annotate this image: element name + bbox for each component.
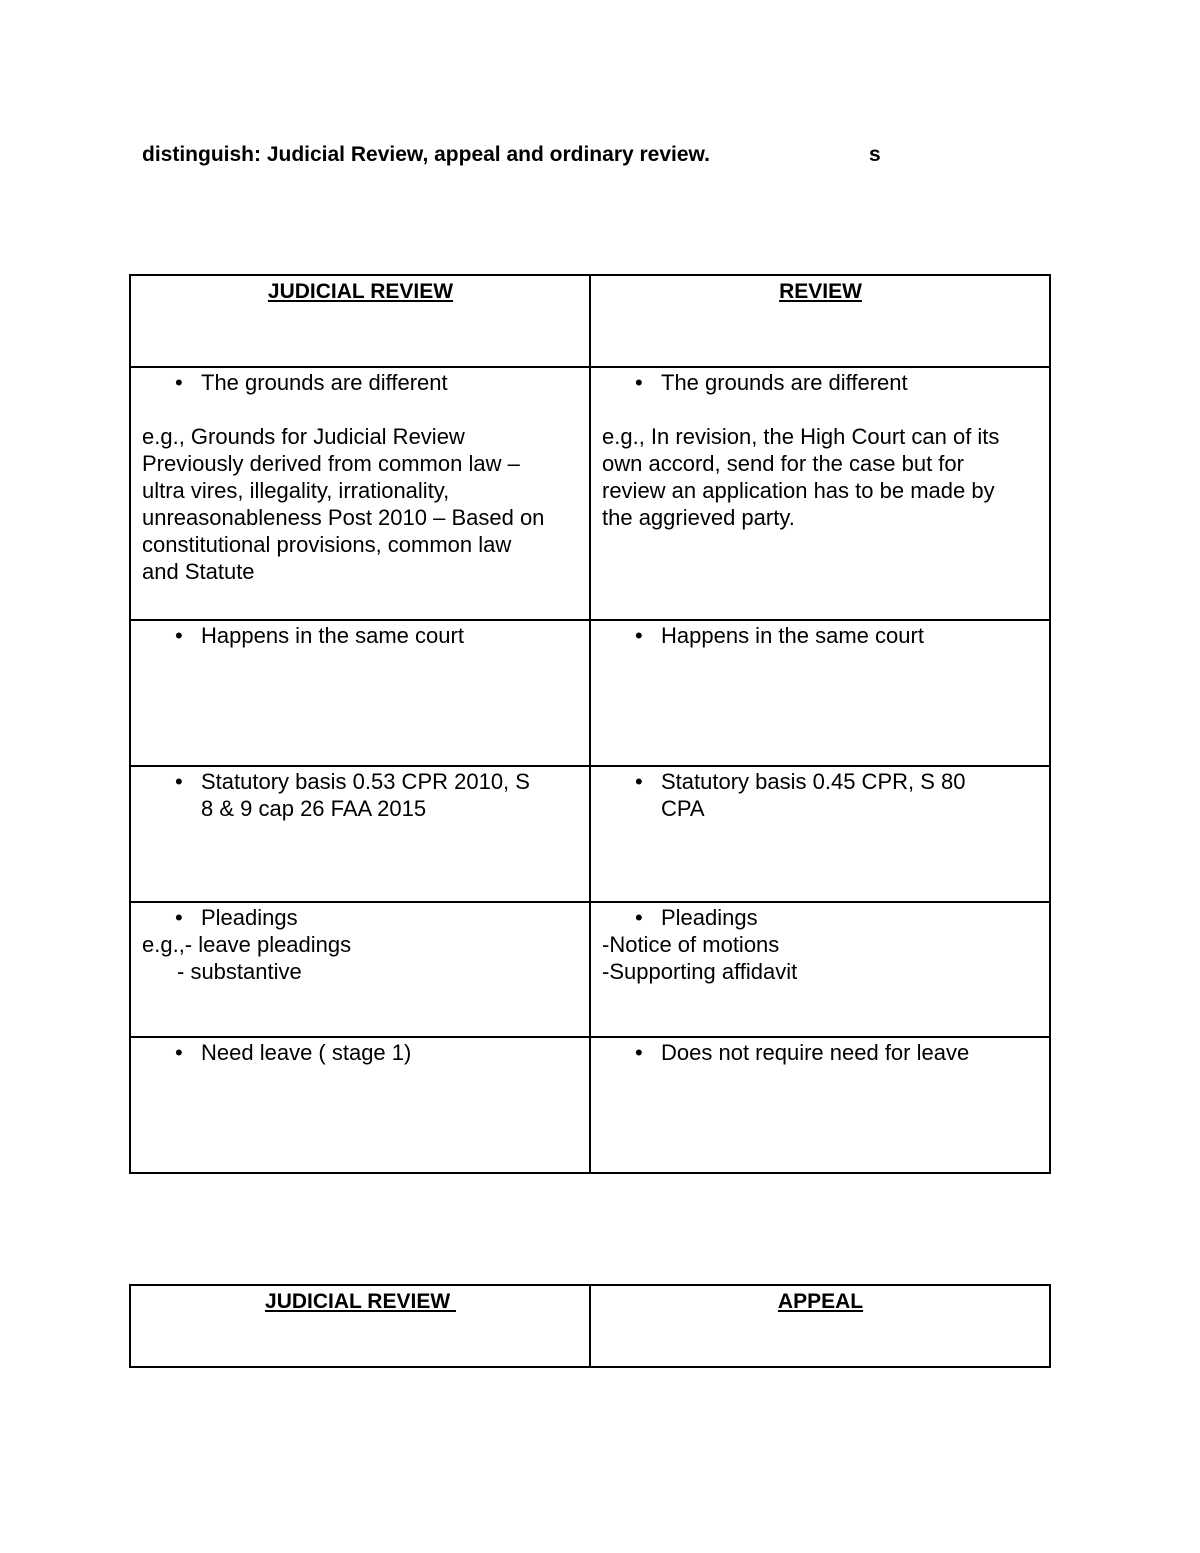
comparison-table-review [129,274,1051,1174]
bullet-item: • Statutory basis 0.45 CPR, S 80 CPA [635,769,966,821]
table-row [130,620,1050,766]
header-judicial-review: JUDICIAL REVIEW [130,275,590,367]
document-title [142,143,881,167]
example-line: and Statute [142,559,255,584]
bullet-item: • Statutory basis 0.53 CPR 2010, S 8 & 9 cap 26 FAA 2015 [175,769,530,821]
example-line: constitutional provisions, common law [142,532,512,557]
bullet-icon: • [175,370,183,395]
bullet-item: • The grounds are different [175,370,448,395]
example-line: the aggrieved party. [602,505,795,530]
bullet-item: • The grounds are different [635,370,908,395]
bullet-icon: • [175,769,183,794]
example-line: review an application has to be made by [602,478,995,503]
cell-court-left [130,620,590,766]
bullet-icon: • [635,769,643,794]
bullet-item: • Pleadings [635,905,758,930]
cell-leave-left [130,1037,590,1173]
bullet-item: • Pleadings [175,905,298,930]
cell-leave-right [590,1037,1050,1173]
table-row [130,902,1050,1037]
table-header-row [130,1285,1050,1367]
example-line: unreasonableness Post 2010 – Based on [142,505,545,530]
bullet-item: • Happens in the same court [635,623,924,648]
bullet-item: • Happens in the same court [175,623,464,648]
bullet-icon: • [635,623,643,648]
cell-pleadings-left [130,902,590,1037]
table-row [130,367,1050,620]
pleadings-line: e.g.,- leave pleadings [142,932,352,957]
example-line: e.g., Grounds for Judicial Review [142,424,465,449]
bullet-icon: • [635,370,643,395]
table-row [130,766,1050,902]
cell-grounds-right [590,367,1050,620]
title-text: distinguish: Judicial Review, appeal and ordinary review. [142,143,710,166]
title-suffix: s [869,143,881,166]
table-row [130,1037,1050,1173]
cell-statutory-left [130,766,590,902]
pleadings-line: -Notice of motions [602,932,780,957]
bullet-icon: • [635,905,643,930]
example-line: e.g., In revision, the High Court can of its [602,424,1000,449]
header-judicial-review: JUDICIAL REVIEW [130,1285,590,1367]
bullet-item: • Does not require need for leave [635,1040,970,1065]
bullet-icon: • [635,1040,643,1065]
example-line: ultra vires, illegality, irrationality, [142,478,450,503]
cell-court-right [590,620,1050,766]
bullet-icon: • [175,1040,183,1065]
comparison-table-appeal [129,1284,1051,1368]
pleadings-line: -Supporting affidavit [602,959,798,984]
pleadings-line: - substantive [177,959,302,984]
example-line: own accord, send for the case but for [602,451,964,476]
cell-statutory-right [590,766,1050,902]
example-line: Previously derived from common law – [142,451,520,476]
bullet-icon: • [175,905,183,930]
bullet-icon: • [175,623,183,648]
cell-pleadings-right [590,902,1050,1037]
cell-grounds-left [130,367,590,620]
header-review: REVIEW [590,275,1050,367]
table-header-row [130,275,1050,367]
bullet-item: • Need leave ( stage 1) [175,1040,412,1065]
header-appeal: APPEAL [590,1285,1050,1367]
